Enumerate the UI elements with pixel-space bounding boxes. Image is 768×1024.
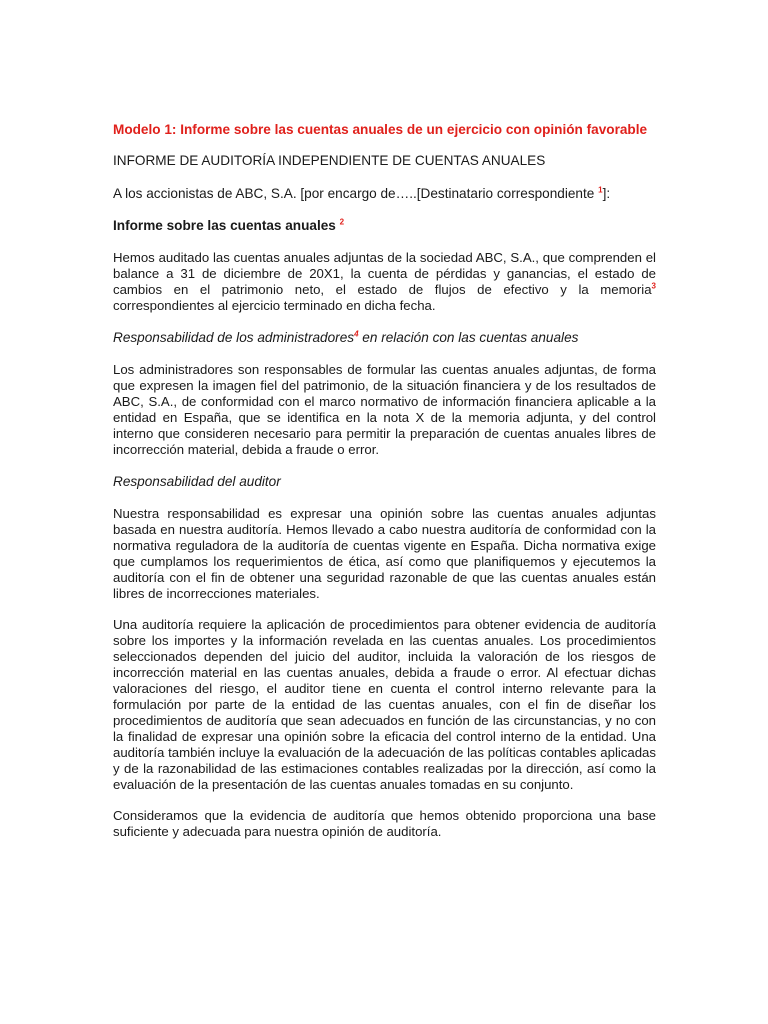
auditor-paragraph-1: Nuestra responsabilidad es expresar una opinión sobre las cuentas anuales adjuntas basada en nuestra auditoría. Hemos llevado a cabo nuestra auditoría de conformidad con la normativa reguladora de la auditoría de cuentas vigente en España. Dicha normativa exige que cumplamos los requerimientos de ética, así como que planifiquemos y ejecutemos la auditoría con el fin de obtener una seguridad razonable de que las cuentas anuales están libres de incorrecciones materiales. bbox=[113, 506, 656, 601]
footnote-ref-1[interactable]: 1 bbox=[598, 185, 603, 195]
section-title bbox=[113, 217, 656, 235]
report-heading: INFORME DE AUDITORÍA INDEPENDIENTE DE CUENTAS ANUALES bbox=[113, 153, 546, 168]
auditor-paragraph-2: Una auditoría requiere la aplicación de procedimientos para obtener evidencia de auditoría sobre los importes y la información revelada en las cuentas anuales. Los procedimientos seleccionados dependen del juicio del auditor, incluida la valoración de los riesgos de incorrección material en las cuentas anuales, debida a fraude o error. Al efectuar dichas valoraciones del riesgo, el auditor tiene en cuenta el control interno relevante para la formulación por parte de la entidad de las cuentas anuales, con el fin de diseñar los procedimientos de auditoría que sean adecuados en función de las circunstancias, y no con la finalidad de expresar una opinión sobre la eficacia del control interno de la entidad. Una auditoría también incluye la evaluación de la adecuación de las políticas contables aplicadas y de la razonabilidad de las estimaciones contables realizadas por la dirección, así como la evaluación de la presentación de las cuentas anuales tomadas en su conjunto. bbox=[113, 617, 656, 792]
intro-paragraph-text: Hemos auditado las cuentas anuales adjuntas de la sociedad ABC, S.A., que comprenden el balance a 31 de diciembre de 20X1, la cuenta de pérdidas y ganancias, el estado de cambios en el patrimonio neto, el estado de flujos de efectivo y la memoria bbox=[113, 250, 656, 297]
footnote-ref-3[interactable]: 3 bbox=[651, 281, 656, 291]
footnote-ref-2[interactable]: 2 bbox=[339, 217, 345, 227]
admin-title-text: Responsabilidad de los administradores bbox=[113, 330, 355, 345]
admin-responsibility-title bbox=[113, 329, 656, 347]
addressee-text: A los accionistas de ABC, S.A. [por encargo de…..[Destinatario correspondiente bbox=[113, 186, 599, 201]
intro-paragraph-tail: correspondientes al ejercicio terminado en dicha fecha. bbox=[113, 298, 436, 313]
auditor-responsibility-title: Responsabilidad del auditor bbox=[113, 474, 281, 489]
model-title: Modelo 1: Informe sobre las cuentas anuales de un ejercicio con opinión favorable bbox=[113, 122, 648, 137]
admin-title-tail: en relación con las cuentas anuales bbox=[358, 330, 579, 345]
section-title-text: Informe sobre las cuentas anuales bbox=[113, 218, 340, 233]
admin-responsibility-paragraph: Los administradores son responsables de formular las cuentas anuales adjuntas, de forma que expresen la imagen fiel del patrimonio, de la situación financiera y de los resultados de ABC, S.A., de conformidad con el marco normativo de información financiera aplicable a la entidad en España, que se identifica en la nota X de la memoria adjunta, y del control interno que consideren necesario para permitir la preparación de cuentas anuales libres de incorrección material, debida a fraude o error. bbox=[113, 362, 656, 457]
intro-paragraph bbox=[113, 250, 656, 314]
auditor-paragraph-3: Consideramos que la evidencia de auditoría que hemos obtenido proporciona una base suficiente y adecuada para nuestra opinión de auditoría. bbox=[113, 808, 656, 839]
footnote-ref-4[interactable]: 4 bbox=[354, 329, 359, 339]
addressee-line bbox=[113, 185, 656, 203]
addressee-closing: ]: bbox=[602, 186, 611, 201]
